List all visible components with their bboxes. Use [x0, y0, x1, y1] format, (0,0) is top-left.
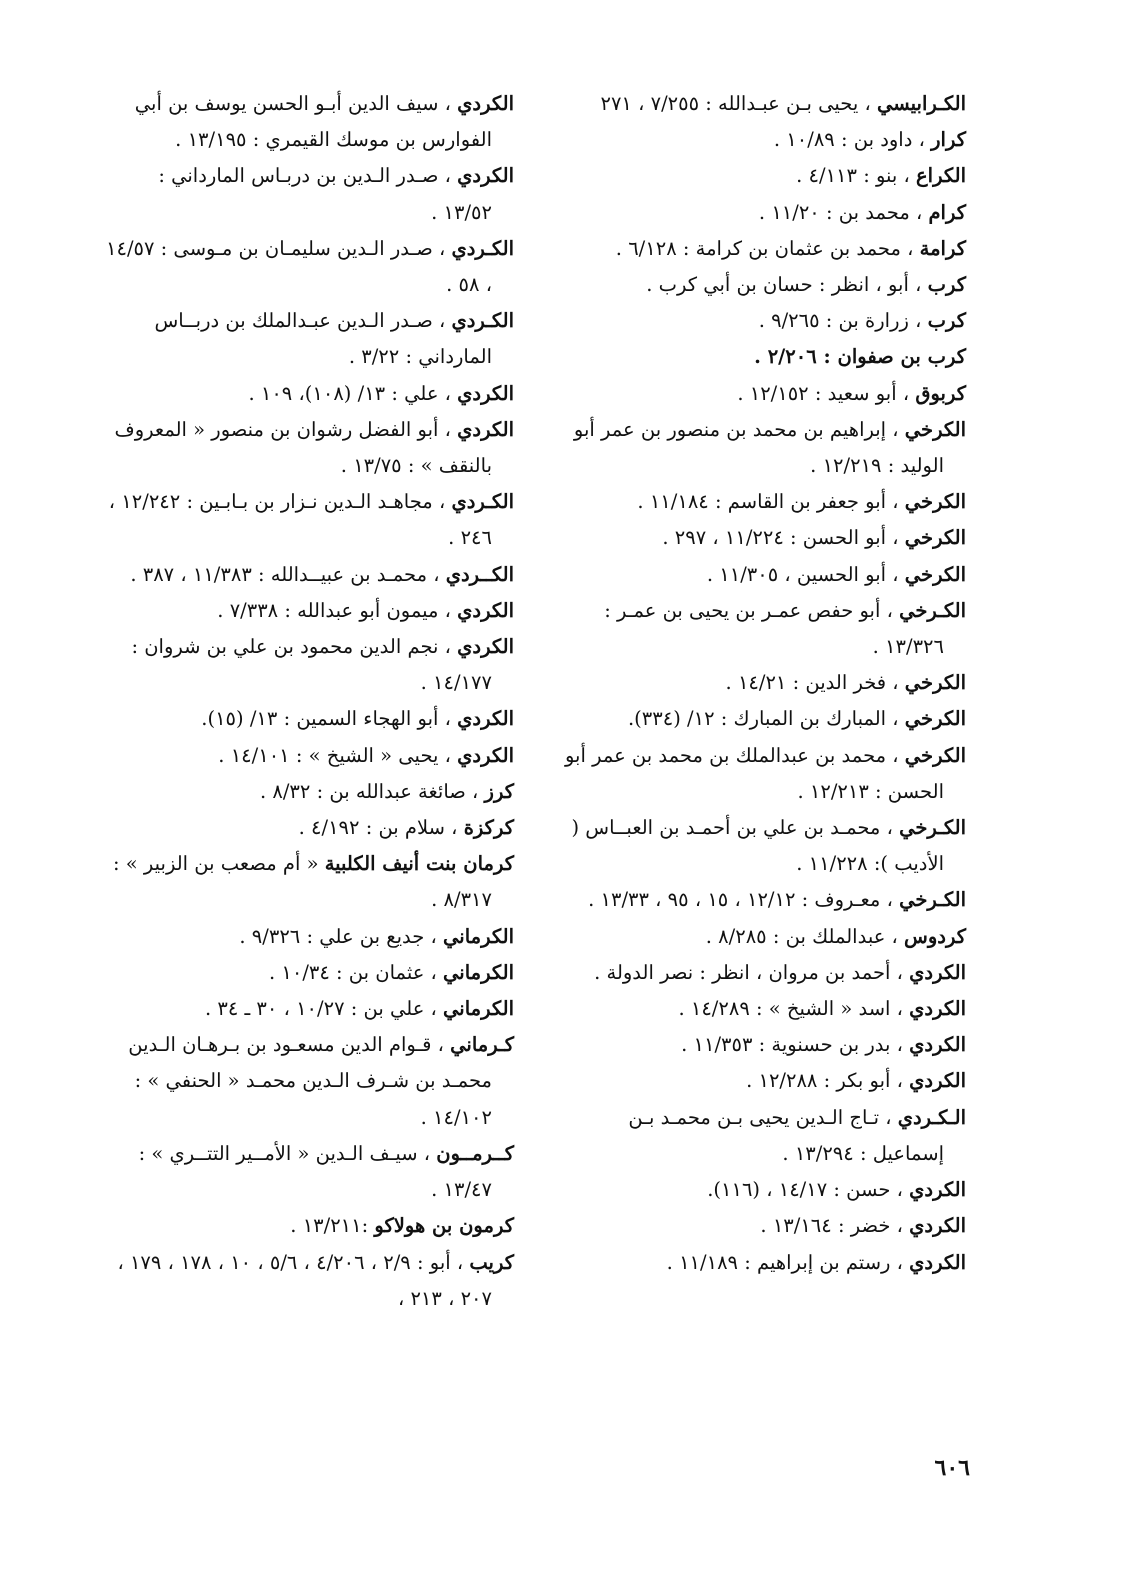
index-entry: [556, 376, 966, 412]
entry-text: ، سلام بن : ٤/١٩٢ .: [298, 816, 464, 840]
entry-head: الكردي: [909, 1069, 966, 1093]
index-entry: [556, 520, 966, 556]
entry-head: الكرماني: [443, 960, 514, 984]
index-entry: [104, 376, 514, 412]
index-entry: [104, 412, 514, 484]
entry-text: ، أبو حفص عمـر بن يحيى بن عمـر : ١٣/٣٢٦ .: [604, 598, 944, 659]
index-entry: [556, 158, 966, 194]
index-entry: [104, 846, 514, 918]
entry-head: الكردي: [909, 1033, 966, 1057]
entry-head: الكـردي: [451, 236, 514, 260]
entry-text: ، أبو الهجاء السمين : ١٣/ (١٥).: [201, 707, 458, 731]
entry-text: « أم مصعب بن الزبير » : ٨/٣١٧ .: [113, 852, 492, 912]
entry-text: ، أبو سعيد : ١٢/١٥٢ .: [737, 381, 916, 405]
entry-head: الكـرابيسي: [877, 92, 966, 115]
entry-text: ، المبارك بن المبارك : ١٢/ (٣٣٤).: [627, 707, 905, 731]
entry-text: ، صـدر الـدين بن دربـاس المارداني : ١٣/٥٢ .: [158, 164, 492, 224]
entry-text: ، أبو الحسين ، ١١/٣٠٥ .: [706, 562, 905, 586]
entry-text: ، سيف الدين أبـو الحسن يوسف بن أبي الفوارس بن موسك القيمري : ١٣/١٩٥ .: [134, 92, 492, 152]
entry-head: الكردي: [457, 598, 514, 622]
entry-head: كرامة: [919, 236, 966, 260]
entry-head: الكـرخي: [899, 816, 966, 840]
index-entry: [556, 1100, 966, 1172]
index-entry: [556, 1245, 966, 1281]
index-entry: [556, 1172, 966, 1208]
index-entry: [104, 86, 514, 158]
entry-text: ، أبو الفضل رشوان بن منصور « المعروف بالنقف » : ١٣/٧٥ .: [114, 417, 492, 478]
index-entry: [104, 1245, 514, 1317]
entry-head: كــرمــون: [436, 1141, 514, 1165]
entry-text: :١٣/٢١١ .: [290, 1214, 375, 1238]
entry-head: الكردي: [909, 1214, 966, 1238]
entry-head: كرمون بن هولاكو: [374, 1214, 514, 1238]
index-entry: [556, 339, 966, 375]
index-entry: [104, 810, 514, 846]
entry-text: ، أبو : ٢/٩ ، ٤/٢٠٦ ، ٥/٦ ، ١٠ ، ١٧٨ ، ١٧٩ ، ٢٠٧ ، ٢١٣ ،: [117, 1250, 492, 1310]
index-entry: [104, 1027, 514, 1136]
entry-head: كرب: [927, 309, 966, 333]
index-entry: [104, 303, 514, 375]
entry-text: ، محمد بن عثمان بن كرامة : ٦/١٢٨ .: [615, 236, 920, 260]
entry-text: ، أبو ، انظر : حسان بن أبي كرب .: [646, 273, 928, 297]
index-entry: [104, 774, 514, 810]
index-entry: [556, 303, 966, 339]
entry-text: ، صـدر الـدين عبـدالملك بن دربــاس المارداني : ٣/٢٢ .: [154, 309, 492, 369]
entry-text: ، زرارة بن : ٩/٢٦٥ .: [758, 309, 928, 333]
entry-text: ، علي بن : ١٠/٢٧ ، ٣٠ ـ ٣٤ .: [204, 997, 444, 1021]
entry-head: كرب بن صفوان : ٢/٢٠٦ .: [754, 345, 966, 369]
entry-head: كريب: [469, 1250, 514, 1274]
entry-text: ، أبو بكر : ١٢/٢٨٨ .: [746, 1069, 910, 1093]
index-entry: [556, 919, 966, 955]
entry-head: الكردي: [457, 381, 514, 405]
entry-head: الـكـردي: [897, 1105, 966, 1129]
entry-head: الكردي: [909, 960, 966, 984]
entry-text: ، فخر الدين : ١٤/٢١ .: [725, 671, 905, 695]
index-entry: [556, 231, 966, 267]
entry-head: الكرماني: [443, 924, 514, 948]
entry-head: الكردي: [909, 1178, 966, 1202]
index-entry: [556, 701, 966, 737]
index-entry: [556, 557, 966, 593]
entry-head: كرب: [927, 273, 966, 297]
entry-head: الكردي: [909, 997, 966, 1021]
entry-text: ، أبو جعفر بن القاسم : ١١/١٨٤ .: [637, 490, 905, 514]
index-entry: [556, 86, 966, 122]
index-entry: [104, 629, 514, 701]
index-entry: [556, 412, 966, 484]
entry-head: الكـردي: [451, 309, 514, 333]
index-entry: [104, 955, 514, 991]
entry-text: ، اسد « الشيخ » : ١٤/٢٨٩ .: [678, 997, 910, 1021]
index-entry: [556, 738, 966, 810]
index-entry: [556, 1208, 966, 1244]
entry-text: ، صـدر الـدين سليمـان بن مـوسى : ١٤/٥٧ ، ٥٨ .: [106, 236, 492, 297]
entry-head: الكرخي: [904, 417, 966, 441]
entry-text: ، إبراهيم بن محمد بن منصور بن عمر أبو الوليد : ١٢/٢١٩ .: [573, 417, 944, 478]
entry-text: ، قـوام الدين مسعـود بن بـرهـان الـدين محمـد بن شـرف الـدين محمـد « الحنفي » : ١٤/١٠٢ .: [128, 1033, 492, 1129]
entry-head: الكردي: [457, 743, 514, 767]
entry-head: الكراع: [916, 164, 966, 188]
entry-text: ، داود بن : ١٠/٨٩ .: [773, 128, 932, 152]
entry-text: ، محمد بن : ١١/٢٠ .: [758, 200, 929, 224]
entry-text: ، سيـف الـدين « الأمــير التتــري » : ١٣/٤٧ .: [138, 1141, 492, 1202]
entry-head: الكرخي: [904, 490, 966, 514]
index-entry: [556, 267, 966, 303]
entry-head: الكـرخي: [899, 598, 966, 622]
entry-head: الكردي: [457, 92, 514, 115]
entry-text: ، صائغة عبدالله بن : ٨/٣٢ .: [259, 779, 485, 803]
index-entry: [556, 955, 966, 991]
index-entry: [104, 231, 514, 303]
entry-head: الكــردي: [445, 562, 514, 586]
entry-head: الكردي: [457, 707, 514, 731]
index-entry: [104, 738, 514, 774]
index-entry: [104, 991, 514, 1027]
entry-text: ، معـروف : ١٢/١٢ ، ١٥ ، ٩٥ ، ١٣/٣٣ .: [588, 888, 900, 912]
index-entry: [104, 557, 514, 593]
entry-text: ، أحمد بن مروان ، انظر : نصر الدولة .: [594, 960, 910, 984]
entry-head: الكـرخي: [899, 888, 966, 912]
index-entry: [104, 919, 514, 955]
entry-text: ، رستم بن إبراهيم : ١١/١٨٩ .: [666, 1250, 910, 1274]
entry-text: ، محمـد بن علي بن أحمـد بن العبــاس ( الأديب ): ١١/٢٢٨ .: [571, 816, 944, 876]
entry-head: كرز: [484, 779, 514, 803]
index-entry: [104, 1136, 514, 1208]
entry-head: كربوق: [915, 381, 966, 405]
entry-text: ، أبو الحسن : ١١/٢٢٤ ، ٢٩٧ .: [662, 526, 905, 550]
entry-text: ، يحيى بـن عبـدالله : ٧/٢٥٥ ، ٢٧١: [600, 92, 878, 115]
index-entry: [556, 484, 966, 520]
entry-text: ، حسن : ١٤/١٧ ، (١١٦).: [707, 1178, 910, 1202]
index-entry: [104, 158, 514, 230]
entry-text: ، محمد بن عبدالملك بن محمد بن عمر أبو الحسن : ١٢/٢١٣ .: [564, 743, 944, 803]
index-entry: [556, 1063, 966, 1099]
entry-head: الكـردي: [451, 490, 514, 514]
entry-text: ، تـاج الـدين يحيى بـن محمـد بـن إسماعيل : ١٣/٢٩٤ .: [628, 1105, 944, 1165]
index-column-right: [556, 86, 966, 1281]
entry-text: ، بدر بن حسنوية : ١١/٣٥٣ .: [681, 1033, 910, 1057]
index-entry: [556, 882, 966, 918]
entry-head: كرار: [931, 128, 966, 152]
index-entry: [556, 593, 966, 665]
entry-head: كركزة: [463, 816, 514, 840]
entry-text: ، جديع بن علي : ٩/٣٢٦ .: [239, 924, 444, 948]
index-entry: [556, 1027, 966, 1063]
entry-text: ، خضر : ١٣/١٦٤ .: [760, 1214, 910, 1238]
entry-head: كردوس: [904, 924, 966, 948]
entry-head: كـرماني: [450, 1033, 514, 1057]
entry-text: ، عثمان بن : ١٠/٣٤ .: [268, 960, 444, 984]
entry-text: ، عبدالملك بن : ٨/٢٨٥ .: [705, 924, 905, 948]
entry-text: ، ميمون أبو عبدالله : ٧/٣٣٨ .: [217, 598, 458, 622]
entry-text: ، يحيى « الشيخ » : ١٤/١٠١ .: [218, 743, 458, 767]
index-entry: [556, 991, 966, 1027]
entry-head: الكرخي: [904, 707, 966, 731]
entry-head: الكرماني: [443, 997, 514, 1021]
entry-text: ، علي : ١٣/ (١٠٨)، ١٠٩ .: [248, 381, 458, 405]
index-entry: [104, 701, 514, 737]
entry-head: الكردي: [457, 635, 514, 659]
entry-head: كرمان بنت أنيف الكلبية: [324, 852, 514, 876]
index-entry: [556, 810, 966, 882]
entry-head: الكردي: [457, 417, 514, 441]
entry-text: ، نجم الدين محمود بن علي بن شروان : ١٤/١٧٧ .: [131, 635, 492, 695]
index-entry: [556, 122, 966, 158]
index-entry: [104, 484, 514, 556]
entry-head: الكرخي: [904, 743, 966, 767]
entry-head: الكرخي: [904, 671, 966, 695]
index-column-left: [104, 86, 514, 1317]
entry-text: ، محمـد بن عبيــدالله : ١١/٣٨٣ ، ٣٨٧ .: [130, 562, 446, 586]
entry-text: ، بنو : ٤/١١٣ .: [796, 164, 917, 188]
index-entry: [104, 1208, 514, 1244]
entry-head: كرام: [928, 200, 966, 224]
index-entry: [556, 665, 966, 701]
entry-head: الكرخي: [904, 562, 966, 586]
entry-head: الكرخي: [904, 526, 966, 550]
entry-text: ، مجاهـد الـدين نـزار بن بـابـين : ١٢/٢٤٢ ، ٢٤٦ .: [108, 490, 492, 550]
page-number: ٦٠٦: [934, 1455, 970, 1481]
entry-head: الكردي: [457, 164, 514, 188]
entry-head: الكردي: [909, 1250, 966, 1274]
index-entry: [104, 593, 514, 629]
index-entry: [556, 195, 966, 231]
